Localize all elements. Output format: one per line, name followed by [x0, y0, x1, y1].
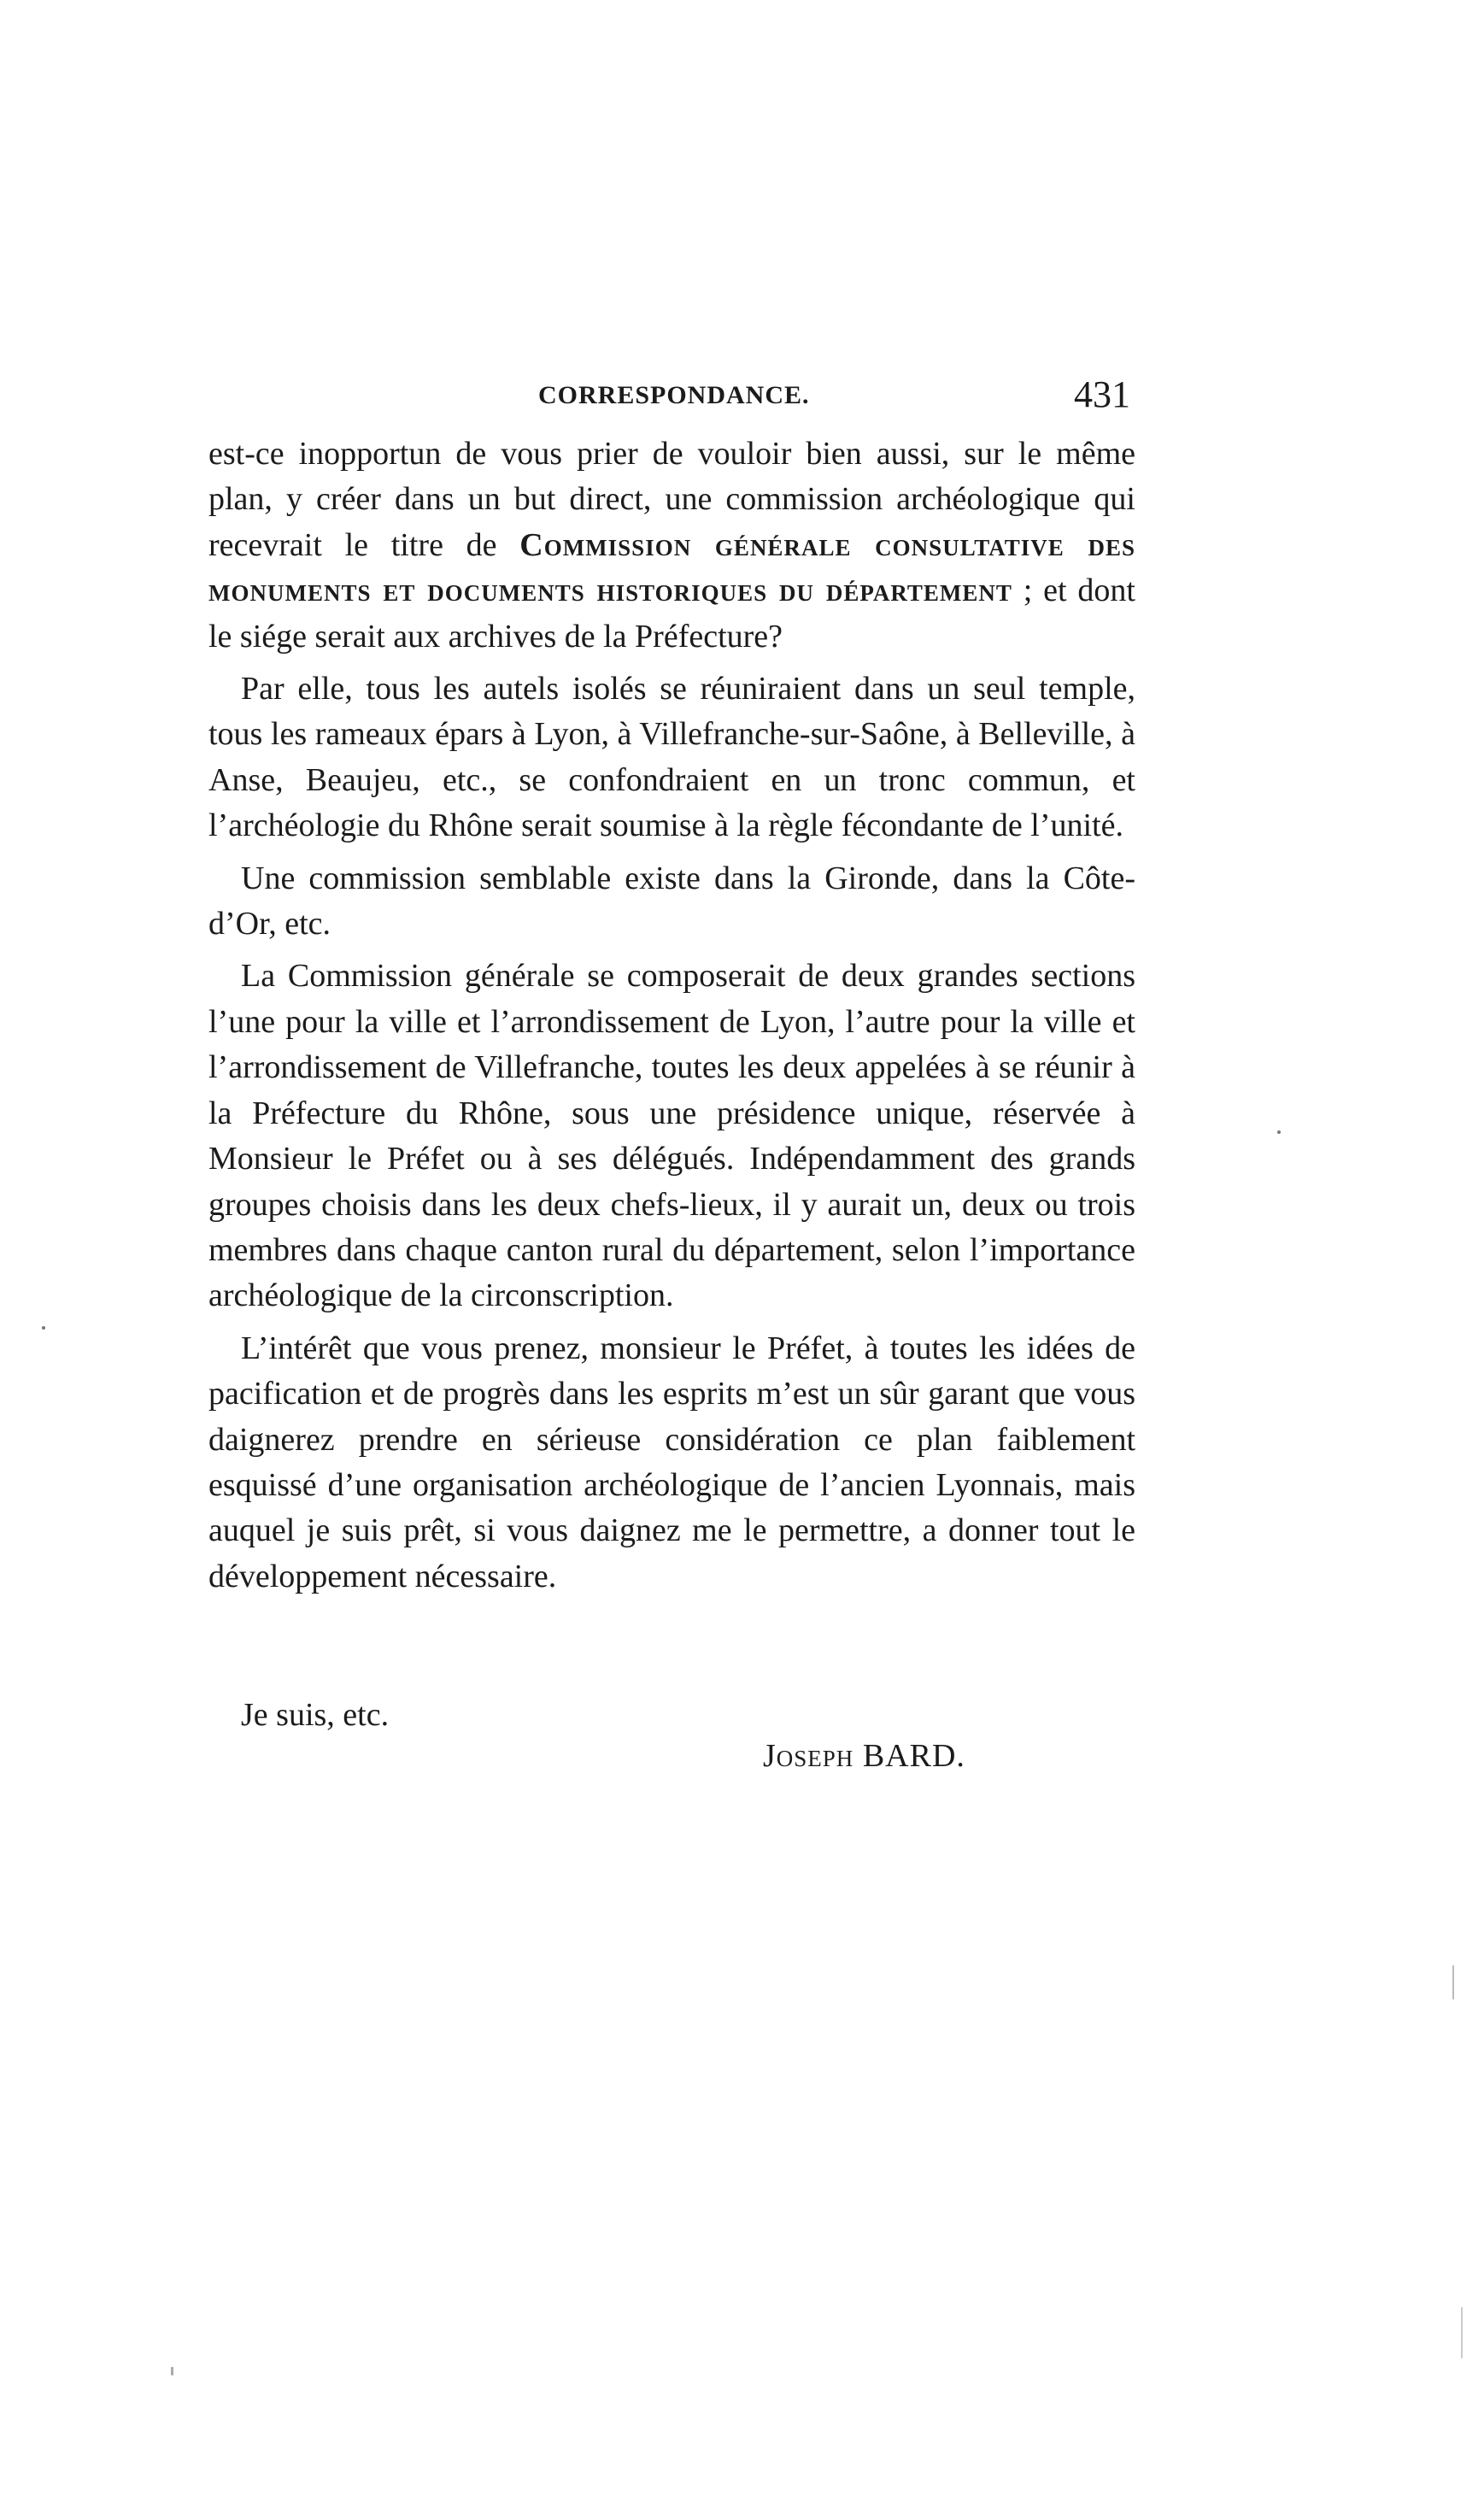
- running-title: CORRESPONDANCE.: [538, 381, 810, 409]
- page-number: 431: [1074, 373, 1130, 415]
- signature-last-name: BARD.: [862, 1738, 965, 1774]
- paper-speck: [1452, 1965, 1454, 1999]
- paragraph-5: L’intérêt que vous prenez, monsieur le Préfet, à toutes les idées de pacification et de progrès dans les esprits m’est un sûr garant que vous daignerez prendre en sérieuse considération ce plan faiblement esquissé d’une organisation archéologique de l’ancien Lyonnais, mais auquel je suis prêt, si vous daignez me le permettre, a donner tout le développement nécessaire.: [208, 1330, 1135, 1594]
- paper-speck: [1277, 1130, 1281, 1134]
- letter-body: [208, 432, 1135, 1606]
- running-head: [208, 373, 1135, 420]
- paper-speck: [171, 2367, 173, 2375]
- paragraph-2: Par elle, tous les autels isolés se réuniraient dans un seul temple, tous les rameaux épars à Lyon, à Villefranche-sur-Saône, à Belleville, à Anse, Beaujeu, etc., se confondraient en un tronc commun, et l’archéologie du Rhône serait soumise à la règle fécondante de l’unité.: [208, 671, 1135, 844]
- paragraph-3: Une commission semblable existe dans la Gironde, dans la Côte-d’Or, etc.: [208, 860, 1135, 942]
- paper-speck: [1461, 2307, 1463, 2358]
- paragraph-4: La Commission générale se composerait de deux grandes sections l’une pour la ville et l’arrondissement de Lyon, l’autre pour la ville et l’arrondissement de Villefranche, toutes les deux appelées à se réunir à la Préfecture du Rhône, sous une présidence unique, réservée à Monsieur le Préfet ou à ses délégués. Indépendamment des grands groupes choisis dans les deux chefs-lieux, il y aurait un, deux ou trois membres dans chaque canton rural du département, selon l’importance archéologique de la circonscription.: [208, 958, 1135, 1314]
- paragraph-1: [208, 432, 1135, 660]
- paragraph-1-lead: est-ce inopportun de vous prier de vouloir bien aussi, sur le même plan, y créer dans un but direct, une commission archéologique qui recevrait le titre de: [208, 436, 1135, 563]
- closing-formula: Je suis, etc.: [241, 1697, 390, 1733]
- commission-title: Commission générale consultative des monuments et documents historiques du département: [208, 526, 1135, 609]
- signature: [763, 1737, 965, 1775]
- signature-first-name: Joseph: [763, 1738, 854, 1774]
- paragraph-1-tail: ; et dont le siége serait aux archives de la Préfecture?: [208, 572, 1135, 655]
- paper-speck: [42, 1326, 45, 1330]
